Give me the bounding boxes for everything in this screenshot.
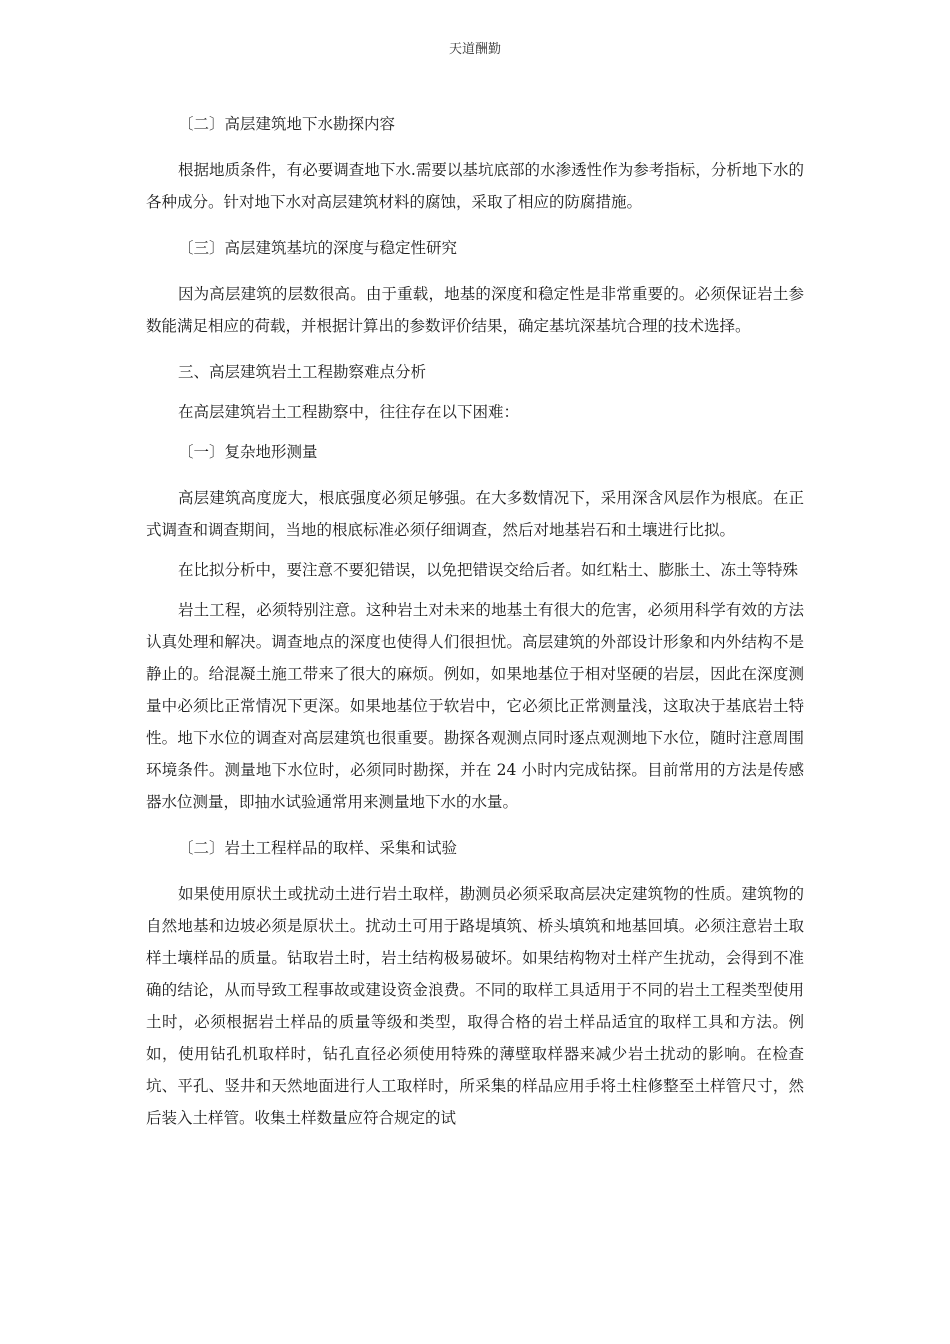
paragraph-terrain-1: 高层建筑高度庞大，根底强度必须足够强。在大多数情况下，采用深含风层作为根底。在正式调查和调查期间，当地的根底标准必须仔细调查，然后对地基岩石和土壤进行比拟。 [146,489,804,539]
document-body [146,108,804,1134]
paragraph-terrain-2: 在比拟分析中，要注意不要犯错误，以免把错误交给后者。如红粘土、膨胀土、冻土等特殊 [178,561,799,579]
paragraph-pit-depth: 因为高层建筑的层数很高。由于重载，地基的深度和稳定性是非常重要的。必须保证岩土参数能满足相应的荷载，并根据计算出的参数评价结果，确定基坑深基坑合理的技术选择。 [146,285,804,335]
heading-terrain: 〔一〕复杂地形测量 [178,443,318,461]
page-header: 天道酬勤 [448,42,501,57]
heading-sampling: 〔二〕岩土工程样品的取样、采集和试验 [178,839,458,857]
heading-section-3: 三、高层建筑岩土工程勘察难点分析 [178,363,427,381]
paragraph-groundwater: 根据地质条件，有必要调查地下水.需要以基坑底部的水渗透性作为参考指标，分析地下水的各种成分。针对地下水对高层建筑材料的腐蚀，采取了相应的防腐措施。 [146,161,804,211]
paragraph-difficulties-intro: 在高层建筑岩土工程勘察中，往往存在以下困难： [178,403,520,421]
heading-groundwater: 〔二〕高层建筑地下水勘探内容 [178,115,396,133]
heading-pit-depth: 〔三〕高层建筑基坑的深度与稳定性研究 [178,239,458,257]
paragraph-terrain-3: 岩土工程，必须特别注意。这种岩土对未来的地基土有很大的危害，必须用科学有效的方法认真处理和解决。调查地点的深度也使得人们很担忧。高层建筑的外部设计形象和内外结构不是静止的。给混凝土施工带来了很大的麻烦。例如，如果地基位于相对坚硬的岩层，因此在深度测量中必须比正常情况下更深。如果地基位于软岩中，它必须比正常测量浅，这取决于基底岩土特性。地下水位的调查对高层建筑也很重要。勘探各观测点同时逐点观测地下水位，随时注意周围环境条件。测量地下水位时，必须同时勘探，并在 24 小时内完成钻探。目前常用的方法是传感器水位测量，即抽水试验通常用来测量地下水的水量。 [146,601,804,811]
paragraph-sampling: 如果使用原状土或扰动土进行岩土取样，勘测员必须采取高层决定建筑物的性质。建筑物的自然地基和边坡必须是原状土。扰动土可用于路堤填筑、桥头填筑和地基回填。必须注意岩土取样土壤样品的质量。钻取岩土时，岩土结构极易破坏。如果结构物对土样产生扰动，会得到不准确的结论，从而导致工程事故或建设资金浪费。不同的取样工具适用于不同的岩土工程类型使用土时，必须根据岩土样品的质量等级和类型，取得合格的岩土样品适宜的取样工具和方法。例如，使用钻孔机取样时，钻孔直径必须使用特殊的薄壁取样器来减少岩土扰动的影响。在检查坑、平孔、竖井和天然地面进行人工取样时，所采集的样品应用手将土柱修整至土样管尺寸，然后装入土样管。收集土样数量应符合规定的试 [146,885,804,1127]
